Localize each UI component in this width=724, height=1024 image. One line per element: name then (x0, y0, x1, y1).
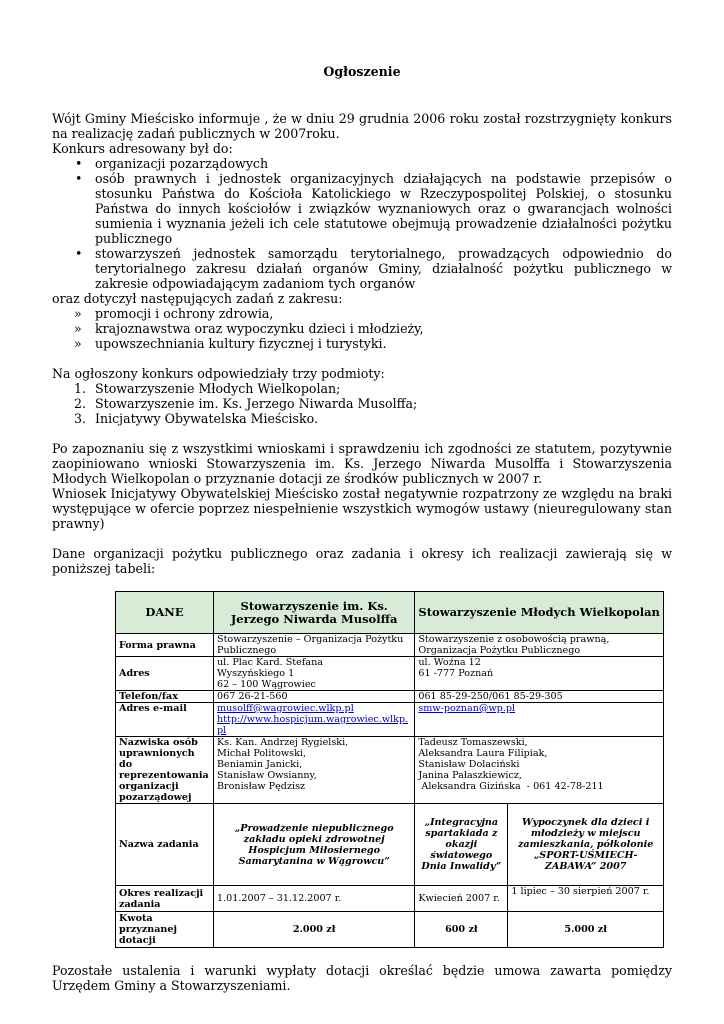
list-item: » promocji i ochrony zdrowia, (52, 306, 672, 321)
list-item: • stowarzyszeń jednostek samorządu terytorialnego, prowadzących odpowiednio do terytorialnego zakresu działań organów Gminy, działalność pożytku publicznego w zakresie odpowiadającym zadaniom tych organów (52, 246, 672, 291)
adres-org2: ul. Woźna 12 61 -777 Poznań (415, 657, 664, 691)
closing-paragraph: Pozostałe ustalenia i warunki wypłaty dotacji określać będzie umowa zawarta pomiędzy Urzędem Gminy a Stowarzyszeniami. (52, 963, 672, 993)
adres-org1: ul. Plac Kard. Stefana Wyszyńskiego 1 62 – 100 Wągrowiec (214, 657, 415, 691)
period-org2a: Kwiecień 2007 r. (415, 886, 508, 912)
email-org1 (214, 703, 415, 737)
addressees-list (52, 156, 672, 291)
forma-org2: Stowarzyszenie z osobowością prawną, Organizacja Pożytku Publicznego (415, 634, 664, 657)
row-label-amount: Kwota przyznanej dotacji (116, 912, 214, 948)
header-dane: DANE (116, 592, 214, 634)
organizations-table (115, 591, 664, 948)
entities-intro: Na ogłoszony konkurs odpowiedziały trzy podmioty: (52, 366, 385, 381)
task-org2b: Wypoczynek dla dzieci i młodzieży w miejscu zamieszkania, półkolonie „SPORT-UŚMIECH-ZABAWA” 2007 (508, 804, 664, 886)
list-item: » krajoznawstwa oraz wypoczynku dzieci i młodzieży, (52, 321, 672, 336)
task-org2a: „Integracyjna spartakiada z okazji światowego Dnia Inwalidy” (415, 804, 508, 886)
row-label-email: Adres e-mail (116, 703, 214, 737)
document-title: Ogłoszenie (323, 64, 401, 79)
task-org1: „Prowadzenie niepublicznego zakładu opieki zdrowotnej Hospicjum Miłosiernego Samarytanina w Wągrowcu” (214, 804, 415, 886)
forma-org1: Stowarzyszenie – Organizacja Pożytku Publicznego (214, 634, 415, 657)
tasks-intro: oraz dotyczył następujących zadań z zakresu: (52, 291, 343, 306)
row-label-adres: Adres (116, 657, 214, 691)
telefon-org2: 061 85-29-250/061 85-29-305 (415, 691, 664, 703)
addressed-line: Konkurs adresowany był do: (52, 141, 233, 156)
www-link-org1[interactable]: http://www.hospicjum.wagrowiec.wlkp.pl (217, 714, 409, 736)
row-label-forma: Forma prawna (116, 634, 214, 657)
email-link-org2[interactable]: smw-poznan@wp.pl (418, 703, 516, 714)
amount-org1: 2.000 zł (214, 912, 415, 948)
period-org1: 1.01.2007 – 31.12.2007 r. (214, 886, 415, 912)
table-intro: Dane organizacji pożytku publicznego oraz zadania i okresy ich realizacji zawierają się w poniższej tabeli: (52, 546, 672, 576)
list-item: • organizacji pozarządowych (52, 156, 672, 171)
list-item: 1. Stowarzyszenie Młodych Wielkopolan; (74, 381, 341, 396)
email-link-org1[interactable]: musolff@wagrowiec.wlkp.pl (217, 703, 354, 714)
row-label-task: Nazwa zadania (116, 804, 214, 886)
result-positive: Po zapoznaniu się z wszystkimi wnioskami i sprawdzeniu ich zgodności ze statutem, pozytywnie zaopiniowano wnioski Stowarzyszenia im. Ks. Jerzego Niwarda Musolffa i Stowarzyszenia Młodych Wielkopolan o przyznanie dotacji ze środków publicznych w 2007 r. (52, 441, 672, 486)
list-item: • osób prawnych i jednostek organizacyjnych działających na podstawie przepisów o stosunku Państwa do Kościoła Katolickiego w Rzeczypospolitej Polskiej, o stosunku Państwa do innych kościołów i związków wyznaniowych oraz o gwarancjach wolności sumienia i wyznania jeżeli ich cele statutowe obejmują prowadzenie działalności pożytku publicznego (52, 171, 672, 246)
amount-org2b: 5.000 zł (508, 912, 664, 948)
amount-org2a: 600 zł (415, 912, 508, 948)
row-label-names: Nazwiska osób uprawnionych do reprezentowania organizacji pozarządowej (116, 737, 214, 804)
header-org1: Stowarzyszenie im. Ks. Jerzego Niwarda Musolffa (214, 592, 415, 634)
list-item: 3. Inicjatywy Obywatelska Mieścisko. (74, 411, 318, 426)
intro-paragraph: Wójt Gminy Mieścisko informuje , że w dniu 29 grudnia 2006 roku został rozstrzygnięty konkurs na realizację zadań publicznych w 2007roku. (52, 111, 672, 141)
header-org2: Stowarzyszenie Młodych Wielkopolan (415, 592, 664, 634)
document-page (52, 64, 672, 993)
telefon-org1: 067 26-21-560 (214, 691, 415, 703)
row-label-period: Okres realizacji zadania (116, 886, 214, 912)
row-label-telefon: Telefon/fax (116, 691, 214, 703)
names-org2: Tadeusz Tomaszewski, Aleksandra Laura Filipiak, Stanisław Dolaciński Janina Pałaszkiewicz, Aleksandra Gizińska - 061 42-78-211 (415, 737, 664, 804)
result-negative: Wniosek Inicjatywy Obywatelskiej Mieścisko został negatywnie rozpatrzony ze względu na braki występujące w ofercie poprzez niespełnienie wszystkich wymogów ustawy (nieuregulowany stan prawny) (52, 486, 672, 531)
period-org2b: 1 lipiec – 30 sierpień 2007 r. (508, 886, 664, 912)
list-item: 2. Stowarzyszenie im. Ks. Jerzego Niwarda Musolffa; (74, 396, 418, 411)
list-item: » upowszechniania kultury fizycznej i turystyki. (52, 336, 672, 351)
tasks-list (52, 306, 672, 351)
entities-list (52, 381, 672, 426)
names-org1: Ks. Kan. Andrzej Rygielski, Michał Politowski, Beniamin Janicki, Stanisław Owsianny, Bronisław Pędzisz (214, 737, 415, 804)
email-org2 (415, 703, 664, 737)
